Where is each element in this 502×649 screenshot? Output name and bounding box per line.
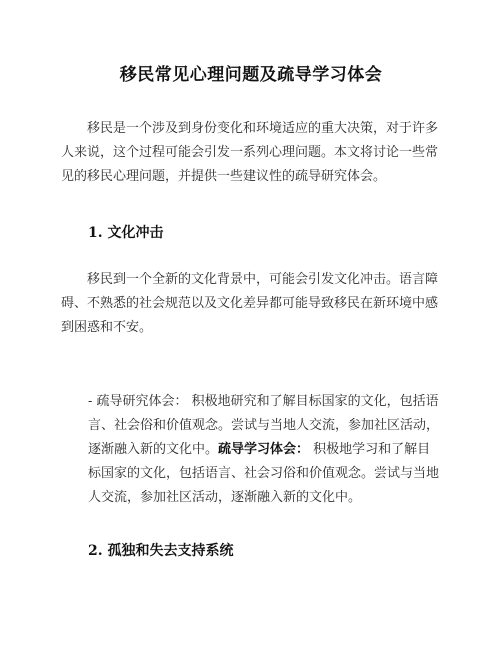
document-title: 移民常见心理问题及疏导学习体会 bbox=[119, 65, 383, 85]
section-1-guidance-paragraph bbox=[88, 390, 441, 510]
section-1-paragraph: 移民到一个全新的文化背景中，可能会引发文化冲击。语言障碍、不熟悉的社会规范以及文化差异都可能导致移民在新环境中感到困惑和不安。 bbox=[61, 272, 439, 335]
section-2-heading: 2. 孤独和失去支持系统 bbox=[88, 543, 234, 559]
guidance-text-part2: 积极地学习和了解目标国家的文化，包括语言、社会习俗和价值观念。尝试与当地人交流，参加社区活动，逐渐融入新的文化中。 bbox=[88, 442, 440, 505]
intro-paragraph: 移民是一个涉及到身份变化和环境适应的重大决策，对于许多人来说，这个过程可能会引发一系列心理问题。本文将讨论一些常见的移民心理问题，并提供一些建议性的疏导研究体会。 bbox=[61, 121, 439, 184]
guidance-text-part1: - 疏导研究体会： 积极地研究和了解目标国家的文化，包括语言、社会俗和价值观念。尝试与当地人交流，参加社区活动，逐渐融入新的文化中。 bbox=[88, 394, 440, 457]
section-1-heading: 1. 文化冲击 bbox=[88, 225, 164, 241]
guidance-bold-label: 疏导学习体会： bbox=[218, 442, 310, 457]
